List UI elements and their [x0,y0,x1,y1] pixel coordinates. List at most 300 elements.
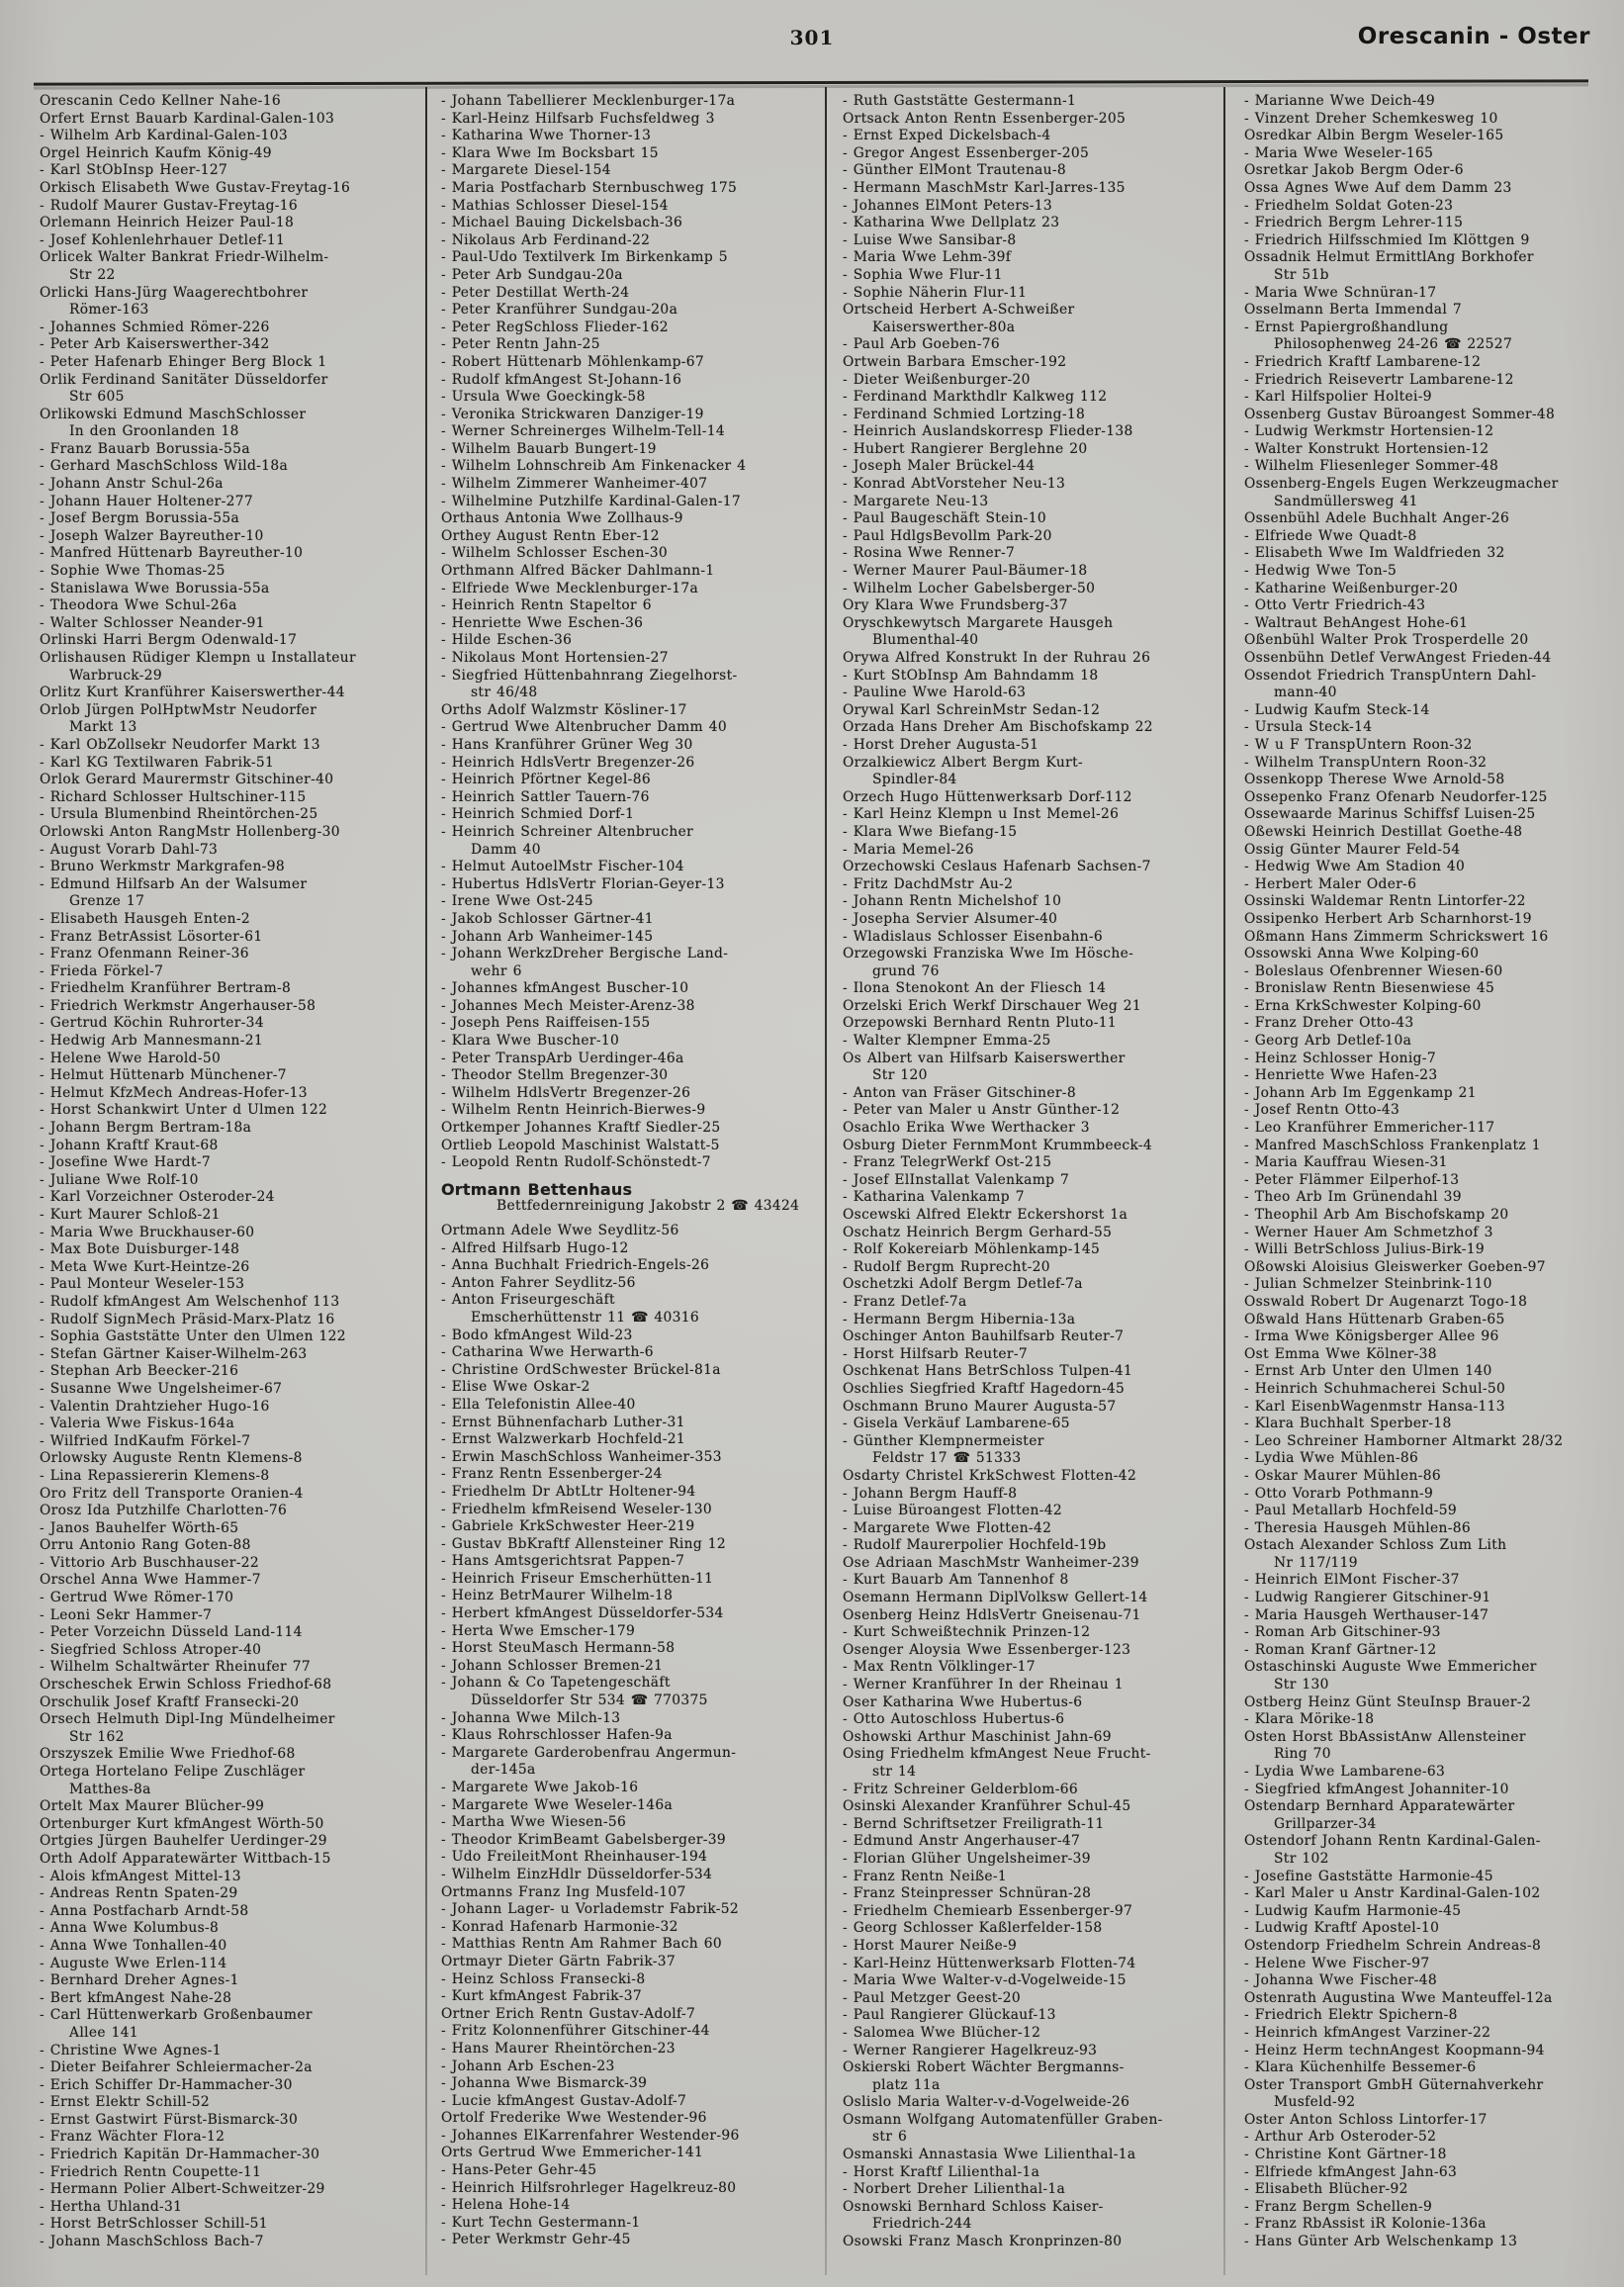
directory-entry: - Helena Hohe-14 [441,2197,571,2214]
directory-entry: - Elise Wwe Oskar-2 [441,1379,590,1396]
entry-continuation-line: mann-40 [1274,685,1337,701]
directory-entry: - Josefine Gaststätte Harmonie-45 [1244,1868,1493,1884]
directory-entry: - Leopold Rentn Rudolf-Schönstedt-7 [441,1154,711,1171]
directory-entry: - Heinrich Rentn Stapeltor 6 [441,597,652,614]
directory-entry: - Helmut KfzMech Andreas-Hofer-13 [40,1084,308,1101]
directory-entry: - Horst Kraftf Lilienthal-1a [843,2163,1040,2180]
directory-entry: - Heinrich Schmied Dorf-1 [441,806,635,823]
directory-entry: - Wilhelm Bauarb Bungert-19 [441,440,657,457]
directory-entry: - Ernst Papiergroßhandlung Philosophenweg 24-26 ☎ 22527 [1244,320,1624,354]
entry-continuation-line: Grenze 17 [69,893,145,910]
directory-entry: - Horst Hilfsarb Reuter-7 [843,1345,1029,1362]
directory-entry: - Theodora Wwe Schul-26a [40,597,237,614]
entry-continuation-line: Römer-163 [69,302,149,319]
directory-entry: - Valentin Drahtzieher Hugo-16 [40,1398,270,1415]
directory-entry: - Valeria Wwe Fiskus-164a [40,1416,235,1432]
directory-entry: - Josef ElInstallat Valenkamp 7 [843,1171,1070,1188]
directory-entry: - Franz Ofenmann Reiner-36 [40,946,249,962]
directory-entry: - Luise Büroangest Flotten-42 [843,1503,1062,1519]
directory-entry: - Henriette Wwe Eschen-36 [441,614,644,631]
directory-entry: - Friedhelm Dr AbtLtr Holtener-94 [441,1483,696,1500]
entry-continuation-line: Str 51b [1274,266,1329,283]
directory-entry: - Sophia Gaststätte Unter den Ulmen 122 [40,1328,346,1345]
directory-entry: Ossipenko Herbert Arb Scharnhorst-19 [1244,910,1532,927]
directory-entry: - Vittorio Arb Buschhauser-22 [40,1554,259,1571]
directory-entry: - Siegfried kfmAngest Johanniter-10 [1244,1781,1509,1797]
directory-entry: - Hermann MaschMstr Karl-Jarres-135 [843,179,1126,196]
directory-entry: - Ferdinand Schmied Lortzing-18 [843,406,1086,422]
directory-entry: - Werner Kranführer In der Rheinau 1 [843,1677,1124,1693]
directory-entry: Osnowski Bernhard Schloss Kaiser- Friedrich-244 [843,2199,1223,2234]
directory-entry: Ortsack Anton Rentn Essenberger-205 [843,110,1127,127]
directory-entry: - Robert Hüttenarb Möhlenkamp-67 [441,353,705,370]
directory-entry: - Helmut Hüttenarb Münchener-7 [40,1067,287,1084]
directory-entry: - Karl-Heinz Hüttenwerksarb Flotten-74 [843,1955,1136,1971]
directory-entry: - Lydia Wwe Lambarene-63 [1244,1764,1446,1780]
directory-entry: - Ludwig Rangierer Gitschiner-91 [1244,1590,1491,1606]
directory-entry: Orths Adolf Walzmstr Kösliner-17 [441,701,687,718]
directory-entry: Oßewski Heinrich Destillat Goethe-48 [1244,823,1523,840]
directory-entry: - Sophie Wwe Thomas-25 [40,563,226,580]
directory-entry: - Ludwig Kaufm Steck-14 [1244,701,1430,718]
directory-entry: - Johanna Wwe Bismarck-39 [441,2075,648,2092]
directory-entry: Oslislo Maria Walter-v-d-Vogelweide-26 [843,2094,1130,2111]
directory-entry: - Kurt kfmAngest Fabrik-37 [441,1988,643,2005]
directory-column-3 [843,93,1223,2251]
directory-entry: - Salomea Wwe Blücher-12 [843,2024,1041,2041]
directory-entry: - Otto Vorarb Pothmann-9 [1244,1485,1434,1502]
directory-entry: - Horst BetrSchlosser Schill-51 [40,2216,268,2233]
directory-entry: - Rudolf SignMech Präsid-Marx-Platz 16 [40,1311,335,1327]
entry-continuation-line: Matthes-8a [69,1781,151,1797]
directory-entry: - Mathias Schlosser Diesel-154 [441,197,669,214]
directory-entry: - Catharina Wwe Herwarth-6 [441,1344,654,1361]
directory-entry: - Heinz Herm technAngest Koopmann-94 [1244,2042,1545,2058]
directory-entry: - Theophil Arb Am Bischofskamp 20 [1244,1207,1509,1223]
directory-entry: Orru Antonio Rang Goten-88 [40,1537,251,1554]
directory-entry: - Karl Vorzeichner Osteroder-24 [40,1189,275,1206]
directory-entry: Ossewaarde Marinus Schiffsf Luisen-25 [1244,806,1536,823]
directory-entry: Bettfedernreinigung Jakobstr 2 ☎ 43424 [496,1198,800,1215]
directory-entry: - Otto Autoschloss Hubertus-6 [843,1711,1065,1728]
directory-entry: - Norbert Dreher Lilienthal-1a [843,2181,1066,2198]
directory-entry: - Franz BetrAssist Lösorter-61 [40,928,263,945]
directory-entry: Ortgies Jürgen Bauhelfer Uerdinger-29 [40,1833,327,1850]
directory-entry: - Helmut AutoelMstr Fischer-104 [441,859,684,875]
directory-entry: - Karl Maler u Anstr Kardinal-Galen-102 [1244,1885,1541,1902]
directory-entry: - Joseph Maler Brückel-44 [843,458,1036,475]
directory-entry: - Heinrich kfmAngest Varziner-22 [1244,2024,1491,2041]
directory-ad-entry: Ortmann Bettenhaus [441,1179,633,1199]
directory-entry: Osredkar Albin Bergm Weseler-165 [1244,128,1504,144]
directory-entry: - Florian Glüher Ungelsheimer-39 [843,1850,1091,1867]
entry-continuation-line: In den Groonlanden 18 [69,423,239,440]
directory-entry: - Irene Wwe Ost-245 [441,893,593,910]
directory-entry: - Alois kfmAngest Mittel-13 [40,1868,241,1884]
directory-column-4 [1244,93,1624,2251]
entry-continuation-line: Nr 117/119 [1274,1554,1358,1571]
directory-entry: - Martha Wwe Wiesen-56 [441,1814,627,1831]
directory-entry: - Johann Bergm Bertram-18a [40,1120,252,1137]
directory-entry: - Richard Schlosser Hultschiner-115 [40,788,307,805]
directory-entry: - Wilhelm TranspUntern Roon-32 [1244,754,1488,771]
directory-entry: - Edmund Anstr Angerhauser-47 [843,1833,1081,1850]
directory-entry: - Klara Wwe Im Bocksbart 15 [441,144,659,161]
directory-entry: - Rolf Kokereiarb Möhlenkamp-145 [843,1241,1101,1258]
directory-entry: - Fritz Schreiner Gelderblom-66 [843,1781,1078,1797]
directory-entry: - Roman Kranf Gärtner-12 [1244,1641,1437,1658]
directory-entry: Osinski Alexander Kranführer Schul-45 [843,1798,1131,1815]
directory-entry: Osmann Wolfgang Automatenfüller Graben- str 6 [843,2112,1223,2147]
directory-entry: Osowski Franz Masch Kronprinzen-80 [843,2234,1123,2250]
directory-entry: - Ilona Stenokont An der Fliesch 14 [843,980,1107,997]
directory-entry: Orzada Hans Dreher Am Bischofskamp 22 [843,719,1153,736]
directory-entry: Ostendorp Friedhelm Schrein Andreas-8 [1244,1937,1542,1954]
directory-entry: Orschulik Josef Kraftf Fransecki-20 [40,1693,300,1710]
entry-continuation-line: Str 130 [1274,1677,1329,1693]
entry-continuation-line: Str 162 [69,1728,125,1745]
directory-entry: Orlicki Hans-Jürg Waagerechtbohrer Römer-163 [40,285,420,320]
directory-entry: Ossadnik Helmut ErmittlAng Borkhofer Str 51b [1244,249,1624,284]
entry-continuation-line: Damm 40 [471,841,541,858]
directory-entry: - Elfriede kfmAngest Jahn-63 [1244,2163,1458,2180]
directory-entry: - Wilhelmine Putzhilfe Kardinal-Galen-17 [441,493,742,509]
directory-entry: - Ludwig Werkmstr Hortensien-12 [1244,423,1494,440]
directory-entry: Ortelt Max Maurer Blücher-99 [40,1798,265,1815]
directory-entry: - Heinz Schlosser Honig-7 [1244,1050,1436,1066]
directory-entry: - Hans Amtsgerichtsrat Pappen-7 [441,1553,685,1570]
directory-entry: Ostenrath Augustina Wwe Manteuffel-12a [1244,1989,1553,2006]
directory-entry: - Margarete Neu-13 [843,493,989,509]
directory-entry: - Wilfried IndKaufm Förkel-7 [40,1432,251,1449]
directory-entry: - Katharina Wwe Thorner-13 [441,128,652,144]
entry-continuation-line: Grillparzer-34 [1274,1815,1377,1832]
directory-entry: Orzech Hugo Hüttenwerksarb Dorf-112 [843,788,1132,805]
directory-entry: Ortega Hortelano Felipe Zuschläger Matthes-8a [40,1764,420,1798]
directory-entry: - Franz Bauarb Borussia-55a [40,440,250,457]
directory-entry: Oßenbühl Walter Prok Trosperdelle 20 [1244,632,1529,649]
directory-entry: - Karl ObZollsekr Neudorfer Markt 13 [40,736,320,753]
directory-entry: - Hubert Rangierer Berglehne 20 [843,440,1088,457]
directory-entry: Ortkemper Johannes Kraftf Siedler-25 [441,1120,721,1137]
directory-entry: Oschmann Bruno Maurer Augusta-57 [843,1398,1117,1415]
directory-entry: - Marianne Wwe Deich-49 [1244,93,1436,109]
directory-entry: - Margarete Wwe Flotten-42 [843,1519,1052,1536]
entry-continuation-line: platz 11a [872,2076,941,2093]
directory-entry: - Friedrich Kapitän Dr-Hammacher-30 [40,2147,320,2163]
directory-entry: - Lucie kfmAngest Gustav-Adolf-7 [441,2092,687,2109]
directory-entry: - Klara Wwe Biefang-15 [843,823,1018,840]
directory-entry: - Josef Rentn Otto-43 [1244,1102,1400,1119]
directory-entry: - Friedrich Reisevertr Lambarene-12 [1244,371,1514,388]
directory-entry: Orlishausen Rüdiger Klempn u Installateur Warbruck-29 [40,650,420,685]
directory-entry: - Georg Schlosser Kaßlerfelder-158 [843,1920,1103,1937]
directory-entry: - Hermann Polier Albert-Schweitzer-29 [40,2181,325,2198]
directory-entry: - Werner Hauer Am Schmetzhof 3 [1244,1224,1493,1240]
directory-entry: Oshowski Arthur Maschinist Jahn-69 [843,1728,1112,1745]
directory-entry: - Wilhelm Lohnschreib Am Finkenacker 4 [441,458,747,475]
entry-continuation-line: Musfeld-92 [1274,2094,1356,2111]
directory-entry: - Hertha Uhland-31 [40,2198,183,2215]
directory-entry: - Maria Kauffrau Wiesen-31 [1244,1154,1448,1171]
directory-entry: Ostendarp Bernhard Apparatewärter Grillparzer-34 [1244,1798,1624,1833]
directory-entry: - Hans-Peter Gehr-45 [441,2162,597,2179]
directory-entry: Ostendorf Johann Rentn Kardinal-Galen- Str 102 [1244,1833,1624,1868]
directory-entry: Orszyszek Emilie Wwe Friedhof-68 [40,1746,296,1763]
directory-entry: - Sophie Näherin Flur-11 [843,284,1028,301]
directory-entry: Orlemann Heinrich Heizer Paul-18 [40,215,295,231]
directory-entry: - Paul HdlgsBevollm Park-20 [843,527,1052,544]
directory-entry: - Johanna Wwe Fischer-48 [1244,1972,1437,1989]
entry-continuation-line: Str 605 [69,389,125,406]
directory-entry: - Michael Bauing Dickelsbach-36 [441,215,683,231]
directory-entry: - Günther ElMont Trautenau-8 [843,162,1067,179]
directory-entry: - Friedhelm Kranführer Bertram-8 [40,980,292,997]
directory-columns [40,93,1624,2251]
directory-entry: Orlowski Anton RangMstr Hollenberg-30 [40,823,340,840]
directory-entry: - Peter Rentn Jahn-25 [441,336,600,353]
directory-entry: Osten Horst BbAssistAnw Allensteiner Ring 70 [1244,1729,1624,1764]
directory-entry: - Maria Wwe Lehm-39f [843,249,1012,266]
directory-entry: - Fritz DachdMstr Au-2 [843,875,1014,892]
directory-entry: - Kurt Schweißtechnik Prinzen-12 [843,1624,1091,1641]
directory-entry: - Wilhelm HdlsVertr Bregenzer-26 [441,1084,691,1101]
directory-entry: - Gertrud Wwe Altenbrucher Damm 40 [441,719,727,736]
directory-entry: - Andreas Rentn Spaten-29 [40,1885,238,1902]
directory-entry: - W u F TranspUntern Roon-32 [1244,736,1473,753]
directory-entry: Oster Transport GmbH Güternahverkehr Musfeld-92 [1244,2077,1624,2112]
directory-entry: - August Vorarb Dahl-73 [40,841,219,858]
directory-entry: Osdarty Christel KrkSchwest Flotten-42 [843,1467,1137,1484]
directory-entry: - Anna Wwe Kolumbus-8 [40,1920,220,1937]
directory-entry: - Bodo kfmAngest Wild-23 [441,1326,633,1343]
directory-entry: Ortolf Frederike Wwe Westender-96 [441,2110,707,2127]
directory-entry: Orywa Alfred Konstrukt In der Ruhrau 26 [843,650,1151,666]
directory-entry: Orlok Gerard Maurermstr Gitschiner-40 [40,772,334,788]
directory-entry: Osenberg Heinz HdlsVertr Gneisenau-71 [843,1606,1141,1623]
directory-entry: Oro Fritz dell Transporte Oranien-4 [40,1485,304,1502]
directory-entry: - Lydia Wwe Mühlen-86 [1244,1450,1419,1467]
directory-entry: Osemann Hermann DiplVolksw Gellert-14 [843,1590,1148,1606]
directory-entry: - Peter van Maler u Anstr Günther-12 [843,1102,1121,1119]
directory-entry: - Wilhelm Arb Kardinal-Galen-103 [40,128,288,144]
directory-entry: Orlowsky Auguste Rentn Klemens-8 [40,1450,303,1467]
directory-entry: Orlicek Walter Bankrat Friedr-Wilhelm- Str 22 [40,249,420,284]
directory-entry: Orscheschek Erwin Schloss Friedhof-68 [40,1677,332,1693]
directory-entry: Oscewski Alfred Elektr Eckershorst 1a [843,1207,1128,1223]
directory-entry: Oßowski Aloisius Gleiswerker Goeben-97 [1244,1258,1546,1275]
directory-entry: - Hermann Bergm Hibernia-13a [843,1311,1076,1327]
directory-entry: - Friedrich Hilfsschmied Im Klöttgen 9 [1244,231,1530,248]
directory-entry: - Johanna Wwe Milch-13 [441,1709,621,1726]
directory-entry: Orlinski Harri Bergm Odenwald-17 [40,632,298,649]
directory-entry: - Waltraut BehAngest Hohe-61 [1244,614,1469,631]
directory-entry: - Hedwig Wwe Am Stadion 40 [1244,859,1466,875]
directory-entry: - Rudolf kfmAngest St-Johann-16 [441,371,682,388]
directory-entry: - Otto Vertr Friedrich-43 [1244,597,1426,614]
entry-continuation-line: Markt 13 [69,719,137,736]
entry-continuation-line: Str 102 [1274,1850,1329,1867]
directory-entry: - Franz Rentn Neiße-1 [843,1868,1008,1884]
directory-entry: - Paul Monteur Weseler-153 [40,1276,245,1293]
directory-entry: - Nikolaus Arb Ferdinand-22 [441,231,651,248]
directory-entry: - Johann MaschSchloss Bach-7 [40,2234,264,2250]
directory-entry: - Wilhelm Rentn Heinrich-Bierwes-9 [441,1102,706,1119]
directory-entry: Oßwald Hans Hüttenarb Graben-65 [1244,1311,1505,1327]
directory-entry: - Elfriede Wwe Quadt-8 [1244,527,1417,544]
directory-entry: - Horst Maurer Neiße-9 [843,1937,1018,1954]
directory-entry: - Willi BetrSchloss Julius-Birk-19 [1244,1241,1486,1258]
entry-continuation-line: grund 76 [872,962,940,979]
directory-entry: Ortscheid Herbert A-Schweißer Kaiserswerther-80a [843,302,1223,336]
directory-entry: - Roman Arb Gitschiner-93 [1244,1624,1441,1641]
directory-entry: - Elisabeth Wwe Im Waldfrieden 32 [1244,545,1505,562]
directory-entry: Orzelski Erich Werkf Dirschauer Weg 21 [843,997,1142,1014]
directory-entry: - Nikolaus Mont Hortensien-27 [441,650,669,666]
directory-entry: - Erwin MaschSchloss Wanheimer-353 [441,1448,722,1465]
directory-entry: Orescanin Cedo Kellner Nahe-16 [40,93,281,109]
directory-entry: - Rudolf Maurerpolier Hochfeld-19b [843,1537,1107,1554]
directory-entry: - Karl Hilfspolier Holtei-9 [1244,389,1432,406]
directory-entry: - Erna KrkSchwester Kolping-60 [1244,997,1482,1014]
directory-entry: - Peter Hafenarb Ehinger Berg Block 1 [40,353,327,370]
directory-entry: - Friedrich Werkmstr Angerhauser-58 [40,997,316,1014]
entry-continuation-line: Emscherhüttenstr 11 ☎ 40316 [471,1309,699,1326]
directory-entry: Ortmanns Franz Ing Musfeld-107 [441,1883,686,1900]
directory-entry: - Friedhelm Soldat Goten-23 [1244,197,1454,214]
directory-entry: - Horst Schankwirt Unter d Ulmen 122 [40,1102,328,1119]
directory-entry: - Peter TranspArb Uerdinger-46a [441,1050,684,1066]
directory-entry: - Wilhelm Fliesenleger Sommer-48 [1244,458,1499,475]
directory-entry: - Klara Buchhalt Sperber-18 [1244,1416,1452,1432]
directory-entry: - Maria Wwe Weseler-165 [1244,144,1434,161]
directory-entry: - Heinz BetrMaurer Wilhelm-18 [441,1588,674,1604]
directory-entry: - Fritz Kolonnenführer Gitschiner-44 [441,2023,710,2040]
directory-entry: - Franz Steinpresser Schnüran-28 [843,1885,1092,1902]
directory-entry: - Stephan Arb Beecker-216 [40,1363,239,1380]
directory-entry: Oßmann Hans Zimmerm Schrickswert 16 [1244,928,1549,945]
directory-entry: - Karl EisenbWagenmstr Hansa-113 [1244,1398,1505,1415]
directory-entry: - Vinzent Dreher Schemkesweg 10 [1244,110,1498,127]
directory-entry: - Dieter Beifahrer Schleiermacher-2a [40,2059,313,2076]
directory-entry: - Josef Kohlenlehrhauer Detlef-11 [40,231,286,248]
directory-entry: - Margarete Garderobenfrau Angermun- der-145a [441,1745,822,1780]
directory-entry: - Max Rentn Völklinger-17 [843,1659,1036,1676]
directory-entry: - Gisela Verkäuf Lambarene-65 [843,1416,1070,1432]
directory-entry: - Katharina Valenkamp 7 [843,1189,1025,1206]
directory-entry: - Susanne Wwe Ungelsheimer-67 [40,1380,283,1397]
directory-entry: - Peter RegSchloss Flieder-162 [441,319,669,335]
directory-entry: - Heinrich Schreiner Altenbrucher Damm 40 [441,824,822,859]
directory-entry: Ortwein Barbara Emscher-192 [843,353,1067,370]
directory-entry: - Gustav BbKraftf Allensteiner Ring 12 [441,1535,727,1552]
directory-entry: Orlik Ferdinand Sanitäter Düsseldorfer Str 605 [40,372,420,407]
directory-entry: Ossa Agnes Wwe Auf dem Damm 23 [1244,179,1512,196]
directory-entry: - Herta Wwe Emscher-179 [441,1622,636,1639]
directory-entry: - Heinrich Schuhmacherei Schul-50 [1244,1380,1506,1397]
directory-entry: Orthaus Antonia Wwe Zollhaus-9 [441,510,683,527]
directory-entry: Oryschkewytsch Margarete Hausgeh Blumenthal-40 [843,615,1223,650]
directory-entry: - Paul Metzger Geest-20 [843,1989,1021,2006]
directory-entry: - Franz Detlef-7a [843,1293,967,1310]
directory-entry: - Ferdinand Markthdlr Kalkweg 112 [843,389,1108,406]
directory-entry: - Karl KG Textilwaren Fabrik-51 [40,754,275,771]
directory-entry: - Johann WerkzDreher Bergische Land- wehr 6 [441,946,822,980]
directory-entry: - Hilde Eschen-36 [441,632,573,649]
directory-entry: Orgel Heinrich Kaufm König-49 [40,144,272,161]
directory-entry: - Johann Arb Im Eggenkamp 21 [1244,1084,1477,1101]
directory-entry: - Maria Wwe Bruckhauser-60 [40,1224,255,1240]
directory-entry: - Paul Metallarb Hochfeld-59 [1244,1503,1458,1519]
directory-entry: - Walter Schlosser Neander-91 [40,614,265,631]
directory-entry: Ostaschinski Auguste Wwe Emmericher Str 130 [1244,1659,1624,1693]
directory-entry: Orthmann Alfred Bäcker Dahlmann-1 [441,563,715,580]
directory-entry: Orzegowski Franziska Wwe Im Hösche- grund 76 [843,946,1223,980]
directory-entry: - Wilhelm Schlosser Eschen-30 [441,545,669,562]
directory-entry: - Theresia Hausgeh Mühlen-86 [1244,1519,1472,1536]
directory-entry: Oser Katharina Wwe Hubertus-6 [843,1693,1083,1710]
directory-entry: - Heinrich HdlsVertr Bregenzer-26 [441,754,695,771]
directory-entry: - Friedrich Bergm Lehrer-115 [1244,215,1464,231]
directory-entry: - Peter Vorzeichn Düsseld Land-114 [40,1624,303,1641]
directory-entry: - Karl StObInsp Heer-127 [40,162,228,179]
directory-entry: - Ludwig Kraftf Apostel-10 [1244,1920,1440,1937]
directory-entry: - Katharine Weißenburger-20 [1244,580,1459,596]
directory-entry: - Dieter Weißenburger-20 [843,371,1031,388]
directory-entry: - Klara Mörike-18 [1244,1711,1375,1728]
directory-entry: - Peter Arb Kaiserswerther-342 [40,336,270,353]
entry-continuation-line: str 6 [872,2129,908,2146]
directory-entry: - Herbert Maler Oder-6 [1244,875,1417,892]
directory-entry: - Günther Klempnermeister Feldstr 17 ☎ 51333 [843,1433,1223,1468]
directory-entry: - Johann Arb Wanheimer-145 [441,928,654,945]
directory-entry: - Rudolf Maurer Gustav-Freytag-16 [40,197,299,214]
directory-entry: Osselmann Berta Immendal 7 [1244,302,1462,319]
directory-entry: - Horst Dreher Augusta-51 [843,736,1039,753]
entry-continuation-line: Ring 70 [1274,1746,1331,1763]
directory-entry: - Stefan Gärtner Kaiser-Wilhelm-263 [40,1345,308,1362]
directory-entry: Ossinski Waldemar Rentn Lintorfer-22 [1244,893,1526,910]
header-rule [34,79,1588,85]
directory-entry: - Johannes kfmAngest Buscher-10 [441,980,689,997]
directory-entry: - Janos Bauhelfer Wörth-65 [40,1519,239,1536]
directory-entry: - Lina Repassiererin Klemens-8 [40,1467,270,1484]
directory-entry: - Peter Kranführer Sundgau-20a [441,302,678,319]
directory-entry: Orzalkiewicz Albert Bergm Kurt- Spindler-84 [843,755,1223,789]
directory-entry: - Stanislawa Wwe Borussia-55a [40,580,270,596]
directory-entry: - Klara Wwe Buscher-10 [441,1033,620,1050]
directory-entry: - Veronika Strickwaren Danziger-19 [441,406,704,422]
directory-entry: - Boleslaus Ofenbrenner Wiesen-60 [1244,962,1503,979]
directory-entry: - Wladislaus Schlosser Eisenbahn-6 [843,928,1104,945]
directory-entry: Orlikowski Edmund MaschSchlosser In den Groonlanden 18 [40,407,420,441]
directory-entry: - Sophia Wwe Flur-11 [843,266,1003,283]
directory-entry: - Gregor Angest Essenberger-205 [843,144,1090,161]
entry-continuation-line: wehr 6 [471,962,522,979]
directory-entry: - Joseph Walzer Bayreuther-10 [40,527,264,544]
directory-entry: Ossepenko Franz Ofenarb Neudorfer-125 [1244,788,1548,805]
directory-entry: - Auguste Wwe Erlen-114 [40,1955,227,1971]
directory-entry: - Ernst Elektr Schill-52 [40,2094,211,2111]
directory-entry: Ose Adriaan MaschMstr Wanheimer-239 [843,1554,1139,1571]
directory-entry: - Rudolf Bergm Ruprecht-20 [843,1258,1050,1275]
directory-entry: Ossig Günter Maurer Feld-54 [1244,841,1461,858]
directory-entry: - Ernst Walzwerkarb Hochfeld-21 [441,1431,686,1448]
directory-entry: - Hans Kranführer Grüner Weg 30 [441,736,693,753]
directory-entry: - Johann & Co Tapetengeschäft Düsseldorfer Str 534 ☎ 770375 [441,1675,822,1709]
directory-entry: - Helene Wwe Fischer-97 [1244,1955,1430,1971]
directory-entry: - Johann Tabellierer Mecklenburger-17a [441,93,736,109]
